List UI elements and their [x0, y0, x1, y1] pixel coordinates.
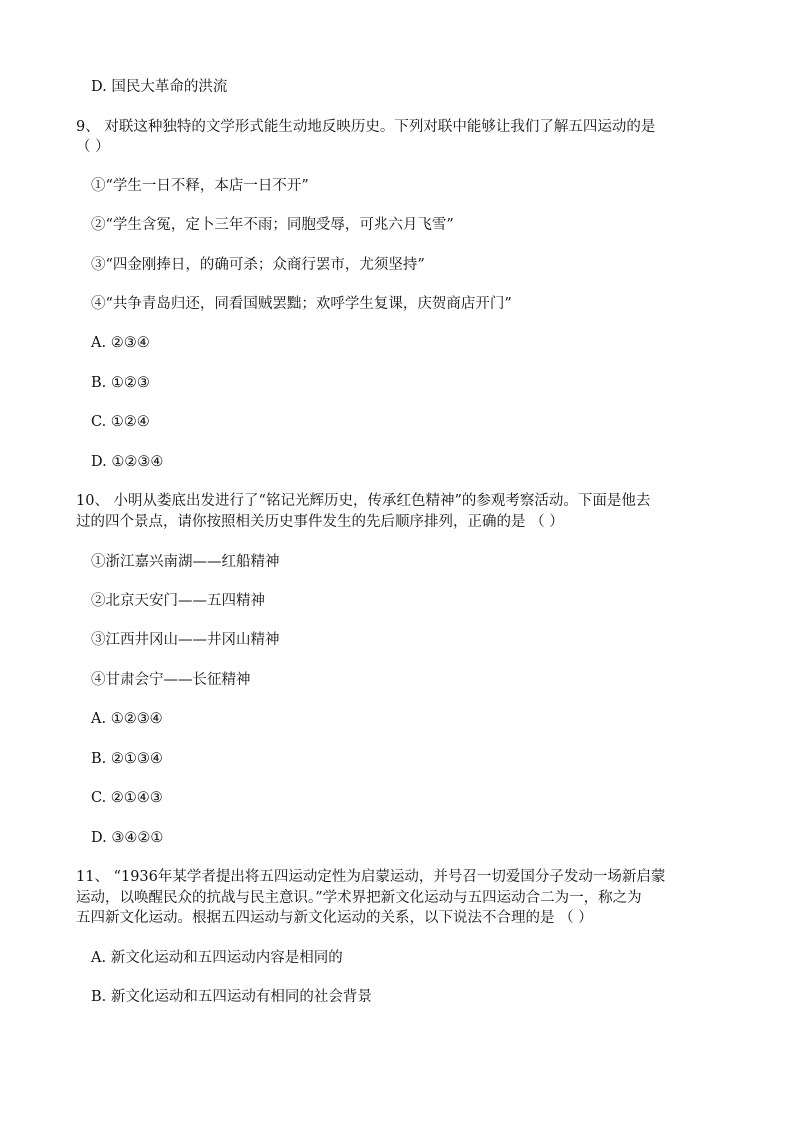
q9-item-3: ③“四金刚捧日，的确可杀；众商行罢市，尤须坚持” [91, 257, 425, 273]
q11-option-a: A. 新文化运动和五四运动内容是相同的 [91, 950, 343, 966]
q9-item-1: ①“学生一日不释，本店一日不开” [91, 178, 309, 194]
q10-stem-line2: 过的四个景点，请你按照相关历史事件发生的先后顺序排列，正确的是 （ ） [76, 514, 564, 530]
q10-item-3: ③江西井冈山——井冈山精神 [91, 632, 280, 648]
q11-stem-line3: 五四新文化运动。根据五四运动与新文化运动的关系，以下说法不合理的是 （ ） [76, 910, 593, 926]
q10-item-2: ②北京天安门——五四精神 [91, 593, 265, 609]
q10-item-1: ①浙江嘉兴南湖——红船精神 [91, 554, 280, 570]
q10-option-d: D. ③④②① [91, 830, 164, 846]
q9-stem-line1: 9、 对联这种独特的文学形式能生动地反映历史。下列对联中能够让我们了解五四运动的是 [76, 119, 656, 135]
q9-option-a: A. ②③④ [91, 335, 150, 351]
q10-item-4: ④甘肃会宁——长征精神 [91, 672, 251, 688]
q11-stem-line2: 运动，以唤醒民众的抗战与民主意识。”学术界把新文化运动与五四运动合二为一，称之为 [76, 890, 642, 906]
q10-stem-line1: 10、 小明从娄底出发进行了“铭记光辉历史，传承红色精神”的参观考察活动。下面是他去 [76, 493, 651, 509]
q9-stem-line2: （ ） [76, 139, 110, 155]
q9-item-4: ④“共争青岛归还，同看国贼罢黜；欢呼学生复课，庆贺商店开门” [91, 296, 512, 312]
q9-option-b: B. ①②③ [91, 375, 150, 391]
q9-option-d: D. ①②③④ [91, 454, 164, 470]
q8-option-d: D. 国民大革命的洪流 [91, 79, 228, 95]
q10-option-c: C. ②①④③ [91, 790, 163, 806]
q10-option-a: A. ①②③④ [91, 711, 163, 727]
q11-stem-line1: 11、 “1936年某学者提出将五四运动定性为启蒙运动，并号召一切爱国分子发动一场新启蒙 [76, 869, 666, 885]
q9-option-c: C. ①②④ [91, 414, 150, 430]
q11-option-b: B. 新文化运动和五四运动有相同的社会背景 [91, 989, 372, 1005]
q10-option-b: B. ②①③④ [91, 751, 163, 767]
q9-item-2: ②“学生含冤，定卜三年不雨；同胞受辱，可兆六月飞雪” [91, 217, 454, 233]
